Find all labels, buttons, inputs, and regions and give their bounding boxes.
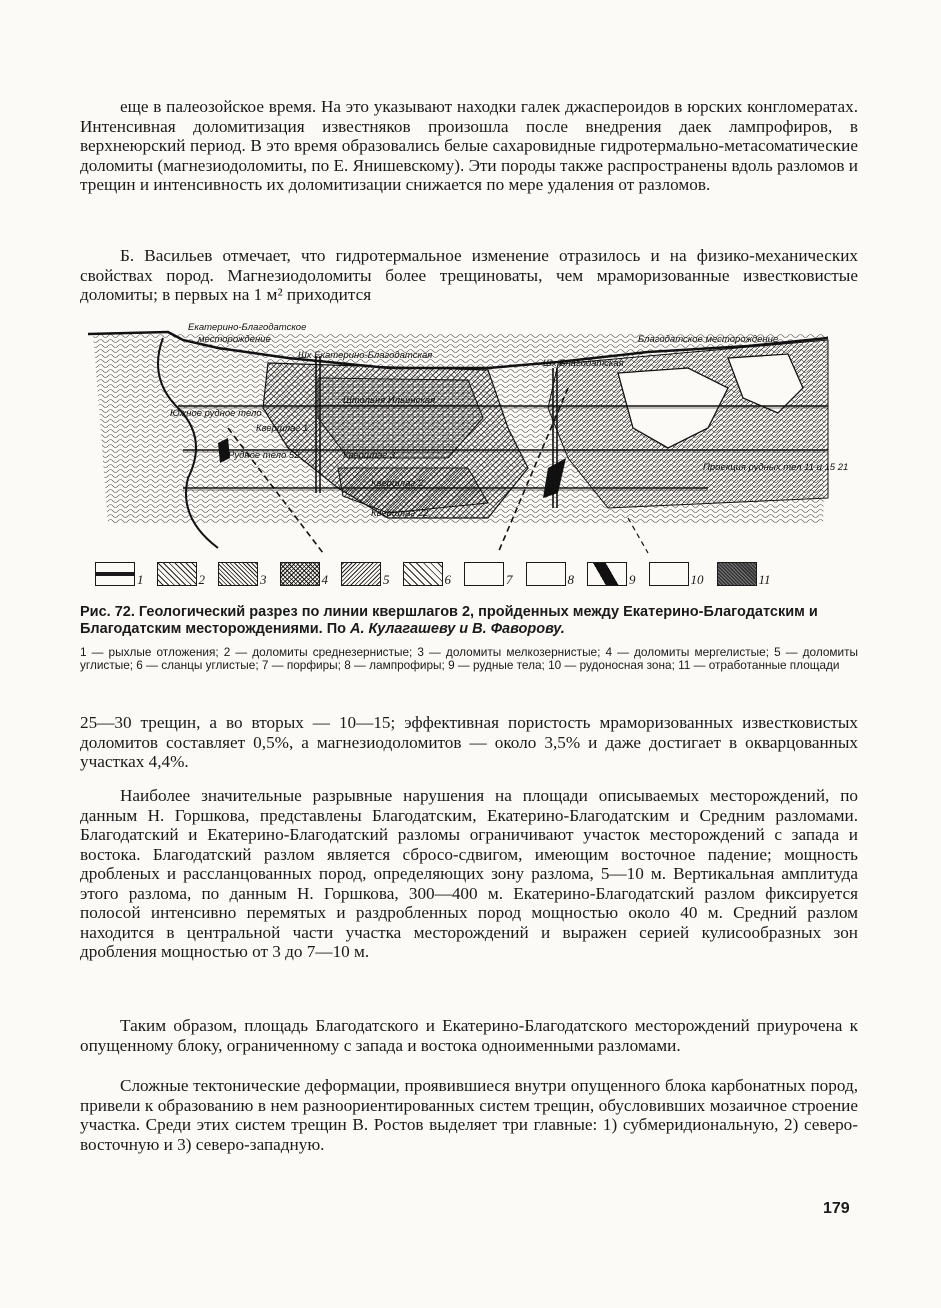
legend-item-9: [587, 562, 636, 586]
legend-num: 6: [444, 572, 451, 587]
legend-item-10: [649, 562, 704, 586]
label-kv22: Квершлаг 22: [371, 508, 429, 519]
legend-item-2: [157, 562, 206, 586]
legend-item-3: [218, 562, 267, 586]
paragraph-2: Б. Васильев отмечает, что гидротермальное изменение отразилось и на физико-механических свойствах пород. Магнезиодоломиты более трещиноваты, чем мраморизованные известковистые доломиты; в первых на 1 м² приходится: [80, 246, 858, 304]
label-ore-body: Рудное тело 52: [228, 450, 300, 461]
legend-num: 7: [506, 572, 513, 587]
paragraph-4: Наиболее значительные разрывные нарушения на площади описываемых месторождений, по данным Н. Горшкова, представлены Благодатским, Екатерино-Благодатским и Средним разломами. Благодатский и Екатерино-Благодатский разломы ограничивают участок месторождений с запада и востока. Благодатский разлом является сбросо-сдвигом, имеющим восточное падение; мощность дробленых и рассланцованных пород, определяющих зону разлома, 5—10 м. Вертикальная амплитуда этого разлома, по данным Н. Горшкова, 300—400 м. Екатерино-Благодатский разлом фиксируется полосой интенсивно перемятых и раздробленных пород мощностью около 40 м. Средний разлом находится в центральной части участка месторождений и выражен серией кулисообразных зон дробления мощностью от 3 до 7—10 м.: [80, 786, 858, 961]
legend-num: 9: [629, 572, 636, 587]
paragraph-6: Сложные тектонические деформации, проявившиеся внутри опущенного блока карбонатных пород, привели к образованию в нем разноориентированных систем трещин, обусловивших мозаичное строение участка. Среди этих систем трещин В. Ростов выделяет три главные: 1) субмеридиональную, 2) северо-восточную и 3) северо-западную.: [80, 1076, 858, 1154]
legend-item-4: [280, 562, 329, 586]
legend-num: 10: [690, 572, 704, 587]
legend-num: 1: [137, 572, 144, 587]
label-blag-deposit: Благодатское месторождение: [638, 334, 779, 345]
label-kv2: Квершлаг 2: [371, 478, 424, 489]
label-projection: Проекция рудных тел 11 и 15 21: [703, 462, 849, 473]
label-south-body: Южное рудное тело: [170, 408, 262, 419]
caption-authors: А. Кулагашеву и В. Фаворову.: [350, 621, 565, 637]
caption-main: Рис. 72. Геологический разрез по линии квершлагов 2, пройденных между Екатерино-Благодатским и Благодатским месторождениями. По: [80, 604, 818, 637]
label-shaft-blag: Шх Благодатская: [543, 358, 624, 369]
legend-item-7: [464, 562, 513, 586]
legend-item-11: [717, 562, 771, 586]
legend-item-6: [403, 562, 452, 586]
label-adit: Штольня Ильинская: [343, 395, 436, 406]
paragraph-1: еще в палеозойское время. На это указывают находки галек джаспероидов в юрских конгломератах. Интенсивная доломитизация известняков произошла после внедрения даек лампрофиров, в верхнеюрский период. В это время образовались белые сахаровидные гидротермально-метасоматические доломиты (магнезиодоломиты, по Е. Янишевскому). Эти породы также распространены вдоль разломов и трещин и интенсивность их доломитизации снижается по мере удаления от разломов.: [80, 97, 858, 194]
label-ekat-deposit-1: Екатерино-Благодатское: [188, 322, 307, 333]
legend-item-8: [526, 562, 575, 586]
legend-num: 2: [198, 572, 205, 587]
legend-num: 4: [321, 572, 328, 587]
paragraph-5: Таким образом, площадь Благодатского и Екатерино-Благодатского месторождений приурочена к опущенному блоку, ограниченному с запада и востока одноименными разломами.: [80, 1016, 858, 1055]
legend-num: 5: [383, 572, 390, 587]
figure-legend: [95, 556, 855, 592]
label-kv3: Квершлаг 3: [343, 450, 396, 461]
legend-num: 8: [567, 572, 574, 587]
label-ekat-deposit-2: месторождение: [198, 334, 271, 345]
page-number: 179: [823, 1200, 850, 1217]
legend-item-5: [341, 562, 390, 586]
label-kv1: Квершлаг 1: [256, 423, 309, 434]
label-shaft-ekat: Шх Екатерино-Благодатская: [298, 350, 433, 361]
legend-item-1: [95, 562, 144, 586]
legend-num: 11: [758, 572, 771, 587]
paragraph-3: 25—30 трещин, а во вторых — 10—15; эффективная пористость мраморизованных известковистых доломитов составляет 0,5%, а магнезиодоломитов — около 3,5% и даже достигает в окварцованных участках 4,4%.: [80, 713, 858, 771]
geological-section-drawing: [88, 318, 858, 558]
legend-description: 1 — рыхлые отложения; 2 — доломиты среднезернистые; 3 — доломиты мелкозернистые; 4 — доломиты мергелистые; 5 — доломиты углистые; 6 — сланцы углистые; 7 — порфиры; 8 — лампрофиры; 9 — рудные тела; 10 — рудоносная зона; 11 — отработанные площади: [80, 645, 858, 672]
legend-num: 3: [260, 572, 267, 587]
figure-caption: [80, 604, 858, 638]
